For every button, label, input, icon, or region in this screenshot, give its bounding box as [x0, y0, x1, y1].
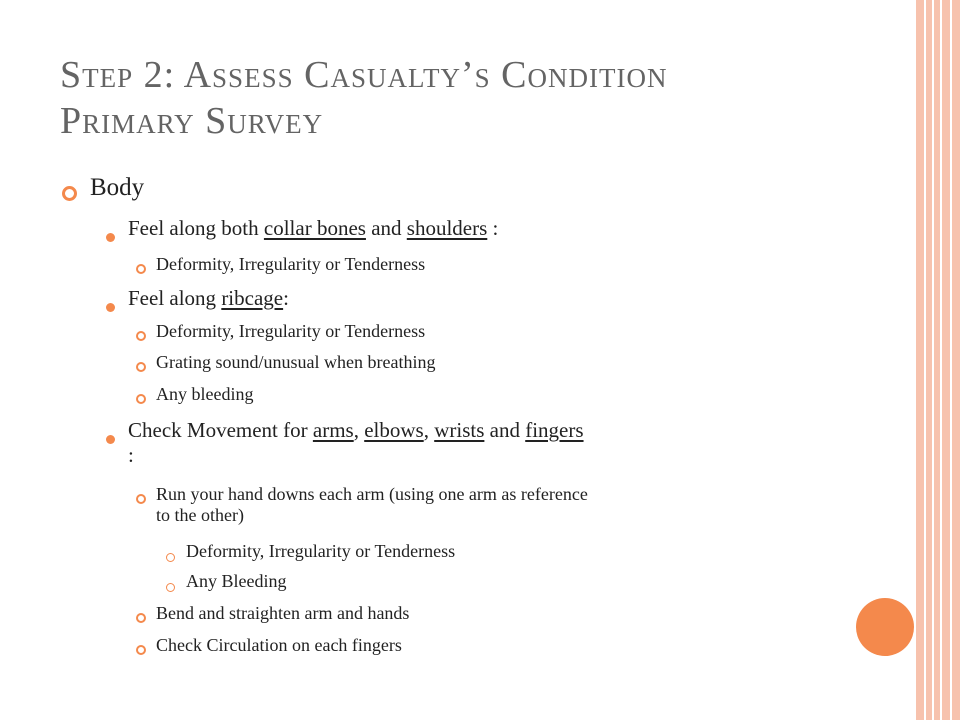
text-segment: ,: [423, 418, 435, 442]
ring-bullet-icon: [136, 331, 146, 341]
text-segment: Check Movement for: [128, 418, 313, 442]
underlined-term: wrists: [434, 418, 485, 442]
sub-item-text: Grating sound/unusual when breathing: [156, 352, 436, 372]
list-item: [136, 352, 435, 377]
text-segment: Feel along: [128, 286, 222, 310]
border-stripe: [940, 0, 942, 720]
text-segment: Run your hand downs each arm (using one arm as reference: [156, 484, 588, 504]
ring-bullet-icon: [136, 362, 146, 372]
title-line-2: Primary Survey: [60, 100, 324, 142]
text-segment: ,: [353, 418, 365, 442]
text-segment: and: [365, 216, 407, 240]
underlined-term: arms: [312, 418, 354, 442]
slide-title: [60, 52, 890, 144]
list-item: [136, 603, 409, 628]
text-segment: to the other): [156, 505, 244, 525]
list-item-body: [62, 174, 144, 208]
ring-bullet-icon: [136, 645, 146, 655]
dot-bullet-icon: [106, 233, 115, 242]
sub-sub-item-text: Any Bleeding: [186, 571, 287, 591]
list-item-ribcage: [106, 286, 289, 318]
text-segment: Feel along both: [128, 216, 264, 240]
ring-bullet-icon: [62, 186, 77, 201]
list-item-collar-shoulders: [106, 216, 498, 248]
list-item: [136, 384, 253, 409]
list-item-check-movement: [106, 418, 826, 468]
list-item: [136, 635, 402, 660]
sub-item-text: [156, 484, 588, 526]
list-item: [136, 254, 425, 279]
decorative-circle: [856, 598, 914, 656]
sub-item-text: Deformity, Irregularity or Tenderness: [156, 254, 426, 274]
text-segment: :: [283, 286, 289, 310]
ring-bullet-icon: [136, 394, 146, 404]
underlined-term: shoulders: [406, 216, 488, 240]
sub-item-text: Bend and straighten arm and hands: [156, 603, 410, 623]
sub-item-text: Check Circulation on each fingers: [156, 635, 402, 655]
ring-bullet-icon: [136, 494, 146, 504]
list-item: [136, 321, 425, 346]
list-item: [166, 571, 287, 597]
item-text: [128, 216, 498, 241]
dot-bullet-icon: [106, 303, 115, 312]
body-heading: Body: [90, 174, 145, 201]
list-item: [166, 541, 455, 567]
small-ring-bullet-icon: [166, 583, 175, 592]
text-segment: :: [487, 216, 499, 240]
item-text: [128, 418, 584, 468]
list-item: [136, 484, 588, 526]
border-stripe: [924, 0, 926, 720]
dot-bullet-icon: [106, 435, 115, 444]
text-segment: :: [128, 443, 134, 467]
border-stripe: [932, 0, 934, 720]
title-line-1: Step 2: Assess Casualty’s Condition: [60, 54, 668, 96]
text-segment: and: [484, 418, 526, 442]
ring-bullet-icon: [136, 613, 146, 623]
sub-sub-item-text: Deformity, Irregularity or Tenderness: [186, 541, 456, 561]
right-decorative-border: [916, 0, 960, 720]
underlined-term: ribcage: [221, 286, 284, 310]
small-ring-bullet-icon: [166, 553, 175, 562]
border-stripe: [950, 0, 952, 720]
item-text: [128, 286, 289, 311]
underlined-term: fingers: [525, 418, 584, 442]
underlined-term: collar bones: [263, 216, 366, 240]
sub-item-text: Any bleeding: [156, 384, 254, 404]
sub-item-text: Deformity, Irregularity or Tenderness: [156, 321, 426, 341]
underlined-term: elbows: [364, 418, 424, 442]
ring-bullet-icon: [136, 264, 146, 274]
